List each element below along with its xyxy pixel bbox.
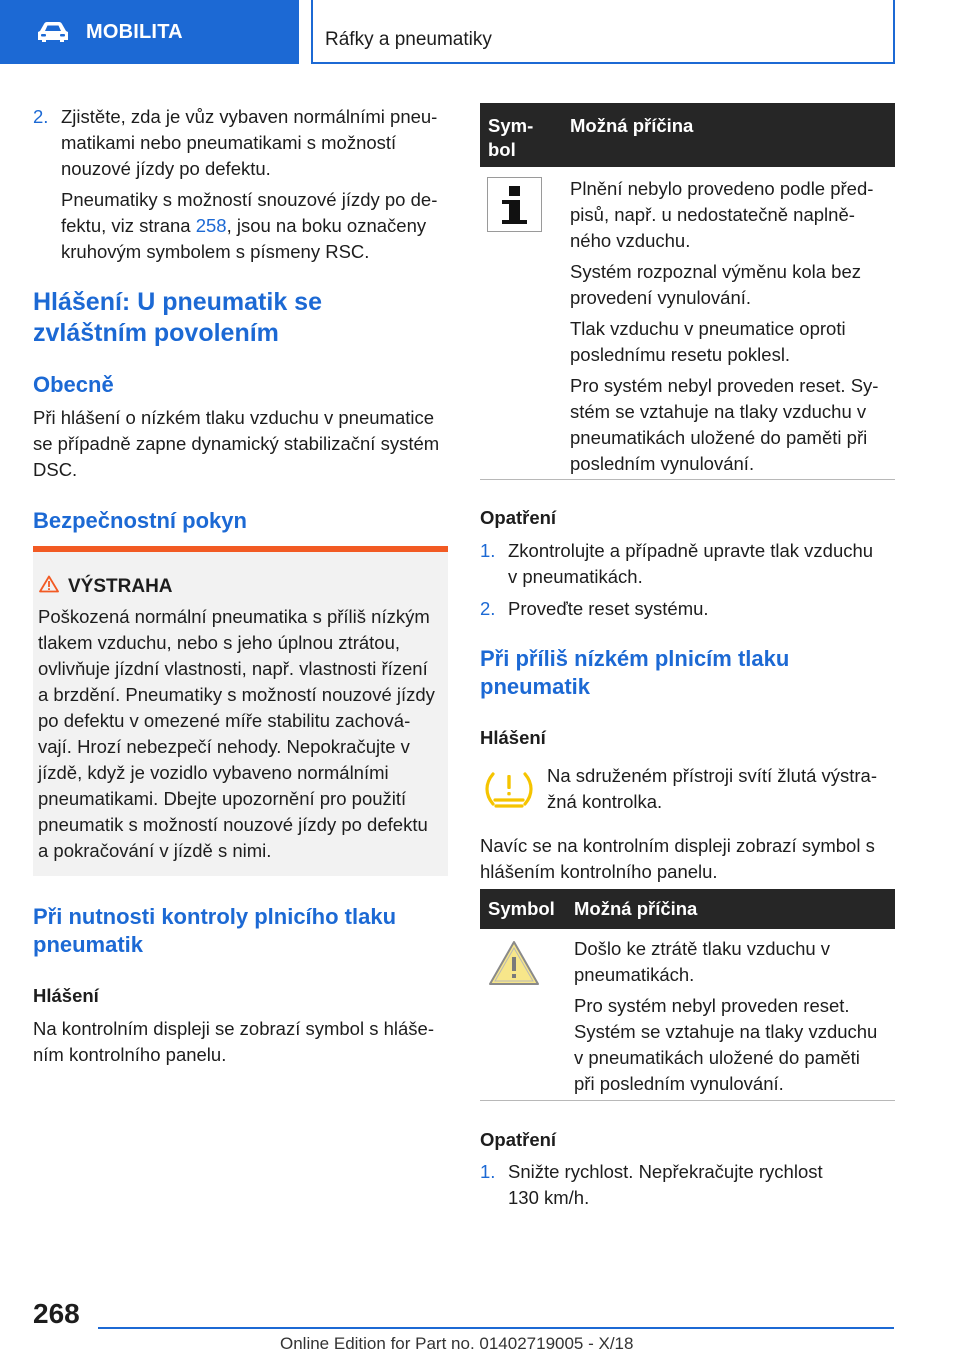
table1-col-symbol bbox=[488, 114, 533, 162]
step-2 bbox=[33, 104, 448, 265]
chapter-title: Ráfky a pneumatiky bbox=[325, 29, 492, 50]
step-number: 2. bbox=[480, 598, 496, 619]
general-paragraph bbox=[33, 405, 448, 483]
heading-measures-1: Opatření bbox=[480, 507, 557, 528]
warning-text bbox=[38, 604, 443, 864]
heading-message: Hlášení bbox=[33, 985, 99, 1006]
text-line: ovlivňuje jízdní vlastnosti, např. vlastnosti řízení bbox=[38, 658, 428, 679]
heading-safety: Bezpečnostní pokyn bbox=[33, 508, 247, 533]
step-text: 130 km/h. bbox=[508, 1187, 590, 1208]
heading-message-right: Hlášení bbox=[480, 727, 546, 748]
table1-rule bbox=[480, 479, 895, 480]
text-line: provedení vynulování. bbox=[570, 287, 752, 308]
page-link-258[interactable]: 258 bbox=[195, 215, 227, 236]
indicator-paragraph bbox=[547, 763, 895, 815]
header-chapter-tab bbox=[311, 0, 895, 64]
warning-triangle-icon bbox=[39, 575, 59, 593]
text-line: tlakem vzduchu, nebo s jeho úplnou ztrátou, bbox=[38, 632, 401, 653]
step-text: v pneumatikách. bbox=[508, 566, 643, 587]
measures-2-list bbox=[480, 1159, 895, 1211]
heading-measures-2: Opatření bbox=[480, 1129, 557, 1150]
info-icon bbox=[487, 177, 542, 232]
header-text: bol bbox=[488, 139, 516, 160]
header-section-tab bbox=[0, 0, 299, 64]
step-number: 1. bbox=[480, 1161, 496, 1182]
paragraph-line: hlášením kontrolního panelu. bbox=[480, 861, 718, 882]
paragraph-line: Při hlášení o nízkém tlaku vzduchu v pneumatice bbox=[33, 407, 435, 428]
text-line: pneumatik s možností nouzové jízdy po defektu bbox=[38, 814, 428, 835]
text-line: poslednímu resetu poklesl. bbox=[570, 344, 791, 365]
warning-bar bbox=[33, 546, 448, 552]
footer-edition: Online Edition for Part no. 01402719005 - X/18 bbox=[280, 1334, 634, 1353]
paragraph-line: Na kontrolním displeji se zobrazí symbol s hláše- bbox=[33, 1018, 434, 1039]
warning-box bbox=[33, 546, 448, 876]
text-line: Došlo ke ztrátě tlaku vzduchu v bbox=[574, 938, 831, 959]
table2-col-symbol: Symbol bbox=[488, 898, 555, 919]
text-line: pneumatikách. bbox=[574, 964, 695, 985]
tyre-pressure-warning-icon bbox=[483, 766, 535, 812]
step-text: Snižte rychlost. Nepřekračujte rychlost bbox=[508, 1161, 823, 1182]
heading-general: Obecně bbox=[33, 372, 114, 397]
heading-line: pneumatik bbox=[33, 932, 144, 957]
table1-col-cause: Možná příčina bbox=[570, 115, 694, 136]
display-paragraph bbox=[480, 833, 895, 885]
text-line: stém se vztahuje na tlaky vzduchu v bbox=[570, 401, 867, 422]
list-item bbox=[480, 538, 895, 590]
heading-line: Při nutnosti kontroly plnicího tlaku bbox=[33, 904, 397, 929]
heading-check-pressure bbox=[33, 903, 448, 959]
text-line: Tlak vzduchu v pneumatice oproti bbox=[570, 318, 846, 339]
text-line: Plnění nebylo provedeno podle před- bbox=[570, 178, 874, 199]
text-line: ného vzduchu. bbox=[570, 230, 691, 251]
text-line: po defektu v omezené míře stabilitu zachová- bbox=[38, 710, 411, 731]
text-line: posledním vynulování. bbox=[570, 453, 755, 474]
paragraph-line: se případně zapne dynamický stabilizační systém bbox=[33, 433, 440, 454]
section-title: MOBILITA bbox=[86, 20, 183, 43]
text-line: pneumatikách uložené do paměti při bbox=[570, 427, 868, 448]
table2-rule bbox=[480, 1100, 895, 1101]
step-note bbox=[61, 213, 448, 239]
text-line: pneumatikami. Dbejte upozornění pro použití bbox=[38, 788, 407, 809]
text-line: a pokračování v jízdě s nimi. bbox=[38, 840, 272, 861]
warning-triangle-symbol-icon bbox=[487, 938, 541, 988]
step-note-text: fektu, viz strana bbox=[61, 215, 196, 236]
step-text: Proveďte reset systému. bbox=[508, 598, 709, 619]
step-note-text: , jsou na boku označeny bbox=[226, 215, 427, 236]
step-note: Pneumatiky s možností snouzové jízdy po de- bbox=[61, 189, 438, 210]
text-line: vají. Hrozí nebezpečí nehody. Nepokračujte v bbox=[38, 736, 410, 757]
text-line: v pneumatikách uložené do paměti bbox=[574, 1047, 860, 1068]
header-text: Sym- bbox=[488, 115, 534, 136]
paragraph-line: Na sdruženém přístroji svítí žlutá výstra- bbox=[547, 765, 878, 786]
step-note: kruhovým symbolem s písmeny RSC. bbox=[61, 241, 370, 262]
text-line: Systém rozpoznal výměnu kola bez bbox=[570, 261, 861, 282]
heading-line: zvláštním povolením bbox=[33, 319, 279, 347]
step-text: Zkontrolujte a případně upravte tlak vzduchu bbox=[508, 540, 874, 561]
footer-rule bbox=[98, 1327, 894, 1329]
step-number: 2. bbox=[33, 106, 49, 127]
text-line: při posledním vynulování. bbox=[574, 1073, 784, 1094]
paragraph-line: Navíc se na kontrolním displeji zobrazí symbol s bbox=[480, 835, 875, 856]
text-line: Pro systém nebyl proveden reset. bbox=[574, 995, 850, 1016]
text-line: jízdě, když je vozidlo vybaveno normálními bbox=[38, 762, 389, 783]
paragraph-line: ním kontrolního panelu. bbox=[33, 1044, 227, 1065]
step-text: nouzové jízdy po defektu. bbox=[61, 158, 271, 179]
text-line: pisů, např. u nedostatečně naplně- bbox=[570, 204, 855, 225]
measures-1-list bbox=[480, 538, 895, 622]
table2-header bbox=[480, 889, 895, 929]
heading-line: Hlášení: U pneumatik se bbox=[33, 288, 322, 316]
heading-low-pressure bbox=[480, 645, 895, 701]
message-paragraph bbox=[33, 1016, 448, 1068]
warning-title: VÝSTRAHA bbox=[68, 576, 173, 597]
step-number: 1. bbox=[480, 540, 496, 561]
paragraph-line: DSC. bbox=[33, 459, 78, 480]
step-text: Zjistěte, zda je vůz vybaven normálními pneu- bbox=[61, 106, 438, 127]
list-item bbox=[480, 596, 895, 622]
table1-cause-text bbox=[570, 176, 895, 477]
page-number: 268 bbox=[33, 1298, 80, 1329]
paragraph-line: žná kontrolka. bbox=[547, 791, 663, 812]
text-line: Poškozená normální pneumatika s příliš nízkým bbox=[38, 606, 430, 627]
heading-line: Při příliš nízkém plnicím tlaku bbox=[480, 646, 790, 671]
text-line: Systém se vztahuje na tlaky vzduchu bbox=[574, 1021, 878, 1042]
car-icon bbox=[36, 21, 70, 43]
text-line: a brzdění. Pneumatiky s možností nouzové jízdy bbox=[38, 684, 435, 705]
table2-cause-text bbox=[574, 936, 895, 1097]
text-line: Pro systém nebyl proveden reset. Sy- bbox=[570, 375, 879, 396]
heading-line: pneumatik bbox=[480, 674, 591, 699]
heading-special-tyres bbox=[33, 287, 448, 349]
table2-col-cause: Možná příčina bbox=[574, 898, 698, 919]
step-text: matikami nebo pneumatikami s možností bbox=[61, 132, 397, 153]
table1-header bbox=[480, 103, 895, 167]
